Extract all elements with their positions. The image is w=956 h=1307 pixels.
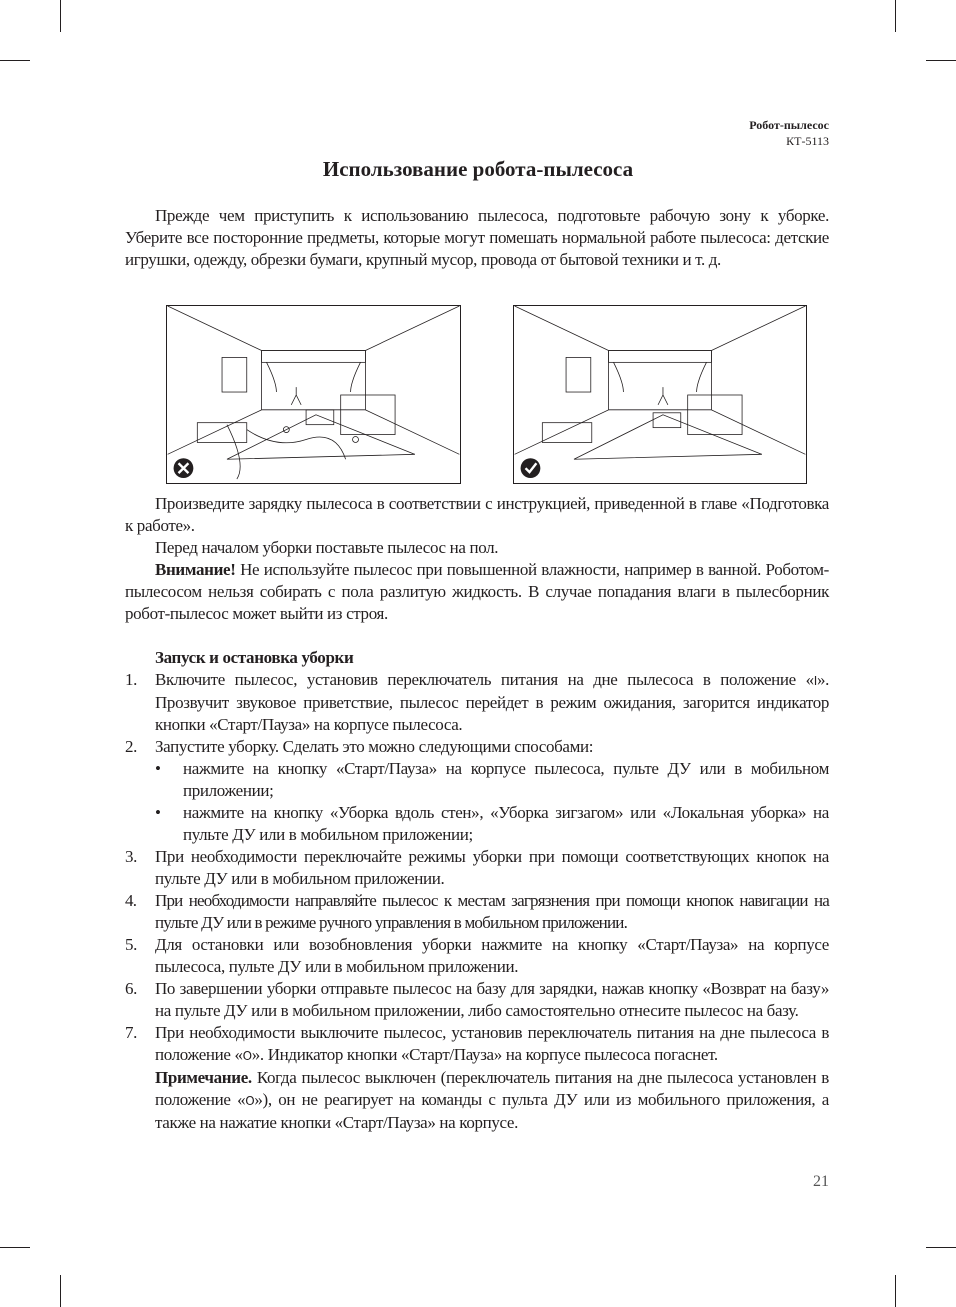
step-text: При необходимости переключайте режимы уборки при помощи соответствующих кнопок на пульте ДУ или в мобильном приложении. bbox=[155, 847, 829, 888]
step-text: При необходимости направляйте пылесос к местам загрязнения при помощи кнопок навигации на пульте ДУ или в режиме ручного управления в мобильном приложении. bbox=[155, 891, 829, 932]
page-title: Использование робота-пылесоса bbox=[322, 157, 634, 181]
step-number: 2. bbox=[125, 737, 138, 756]
crop-mark bbox=[60, 1275, 61, 1307]
crop-mark bbox=[0, 60, 30, 61]
charge-paragraph: Произведите зарядку пылесоса в соответствии с инструкцией, приведенной в главе «Подготовка к работе». bbox=[125, 494, 829, 535]
power-off-symbol: O bbox=[242, 1049, 252, 1063]
section-heading: Запуск и остановка уборки bbox=[155, 648, 354, 667]
crop-mark bbox=[895, 1275, 896, 1307]
warning-paragraph bbox=[125, 559, 829, 625]
bullet-list bbox=[155, 758, 829, 846]
floor-paragraph: Перед началом уборки поставьте пылесос на пол. bbox=[155, 538, 499, 557]
check-circle-icon bbox=[521, 458, 541, 478]
note-text: »), он не реагирует на команды с пульта ДУ или из мобильного приложения, а также на нажатие кнопки «Старт/Пауза» на корпусе. bbox=[155, 1090, 829, 1132]
bullet-text: нажмите на кнопку «Старт/Пауза» на корпусе пылесоса, пульте ДУ или в мобильном приложении; bbox=[183, 759, 829, 800]
step-number: 7. bbox=[125, 1023, 138, 1042]
note-paragraph bbox=[155, 1067, 829, 1134]
step-number: 3. bbox=[125, 847, 138, 866]
step-text: Запустите уборку. Сделать это можно следующими способами: bbox=[155, 737, 594, 756]
list-item bbox=[125, 736, 829, 846]
power-off-symbol: O bbox=[245, 1094, 255, 1108]
crop-mark bbox=[926, 60, 956, 61]
bullet-item bbox=[155, 758, 829, 802]
crop-mark bbox=[926, 1247, 956, 1248]
list-item bbox=[125, 978, 829, 1022]
warning-label: Внимание! bbox=[155, 560, 236, 579]
step-text: Для остановки или возобновления уборки нажмите на кнопку «Старт/Пауза» на корпусе пылесоса, пульте ДУ или в мобильном приложении. bbox=[155, 935, 829, 976]
step-text: При необходимости выключите пылесос, установив переключатель питания на дне пылесоса в положение « bbox=[155, 1023, 829, 1064]
list-item bbox=[125, 934, 829, 978]
instructions-block bbox=[125, 493, 829, 1134]
header-product: Робот-пылесос bbox=[749, 118, 829, 132]
step-text: Включите пылесос, установив переключатель питания на дне пылесоса в положение « bbox=[155, 670, 814, 689]
header-model: КТ-5113 bbox=[786, 134, 829, 148]
note-text: Когда пылесос выключен (переключатель питания на дне пылесоса установлен в положение « bbox=[155, 1068, 829, 1109]
power-on-symbol: I bbox=[813, 674, 817, 688]
step-number: 1. bbox=[125, 670, 138, 689]
step-number: 6. bbox=[125, 979, 138, 998]
step-text: ». Индикатор кнопки «Старт/Пауза» на корпусе пылесоса погаснет. bbox=[251, 1045, 718, 1064]
list-item bbox=[125, 846, 829, 890]
bullet-icon: • bbox=[155, 803, 161, 822]
list-item bbox=[125, 669, 829, 736]
cross-circle-icon bbox=[174, 458, 194, 478]
bullet-item bbox=[155, 802, 829, 846]
crop-mark bbox=[0, 1247, 30, 1248]
crop-mark bbox=[895, 0, 896, 32]
step-text: По завершении уборки отправьте пылесос на базу для зарядки, нажав кнопку «Возврат на базу» на пульте ДУ или в мобильном приложении, либо самостоятельно отнесите пылесос на базу. bbox=[155, 979, 829, 1020]
step-number: 5. bbox=[125, 935, 138, 954]
running-header bbox=[749, 117, 829, 149]
steps-list bbox=[125, 669, 829, 1134]
list-item bbox=[125, 890, 829, 934]
cluttered-room-illustration bbox=[166, 305, 461, 484]
intro-block bbox=[125, 205, 829, 271]
page-number: 21 bbox=[813, 1173, 829, 1190]
tidy-room-illustration bbox=[513, 305, 807, 484]
step-number: 4. bbox=[125, 891, 137, 910]
intro-paragraph: Прежде чем приступить к использованию пылесоса, подготовьте рабочую зону к уборке. Уберите все посторонние предметы, которые могут помешать нормальной работе пылесоса: детские игрушки, одежду, обрезки бумаги, крупный мусор, провода от бытовой техники и т. д. bbox=[125, 206, 829, 269]
warning-text: Не используйте пылесос при повышенной влажности, например в ванной. Роботом-пылесосом нельзя собирать с пола разлитую жидкость. В случае попадания влаги в пылесборник робот-пылесос может выйти из строя. bbox=[125, 560, 829, 623]
crop-mark bbox=[60, 0, 61, 32]
bullet-icon: • bbox=[155, 759, 161, 778]
step-text: ». Прозвучит звуковое приветствие, пылесос перейдет в режим ожидания, загорится индикатор кнопки «Старт/Пауза» на корпусе пылесоса. bbox=[155, 670, 829, 734]
note-label: Примечание. bbox=[155, 1068, 252, 1087]
bullet-text: нажмите на кнопку «Уборка вдоль стен», «Уборка зигзагом» или «Локальная уборка» на пульте ДУ или в мобильном приложении; bbox=[183, 803, 829, 844]
list-item bbox=[125, 1022, 829, 1134]
